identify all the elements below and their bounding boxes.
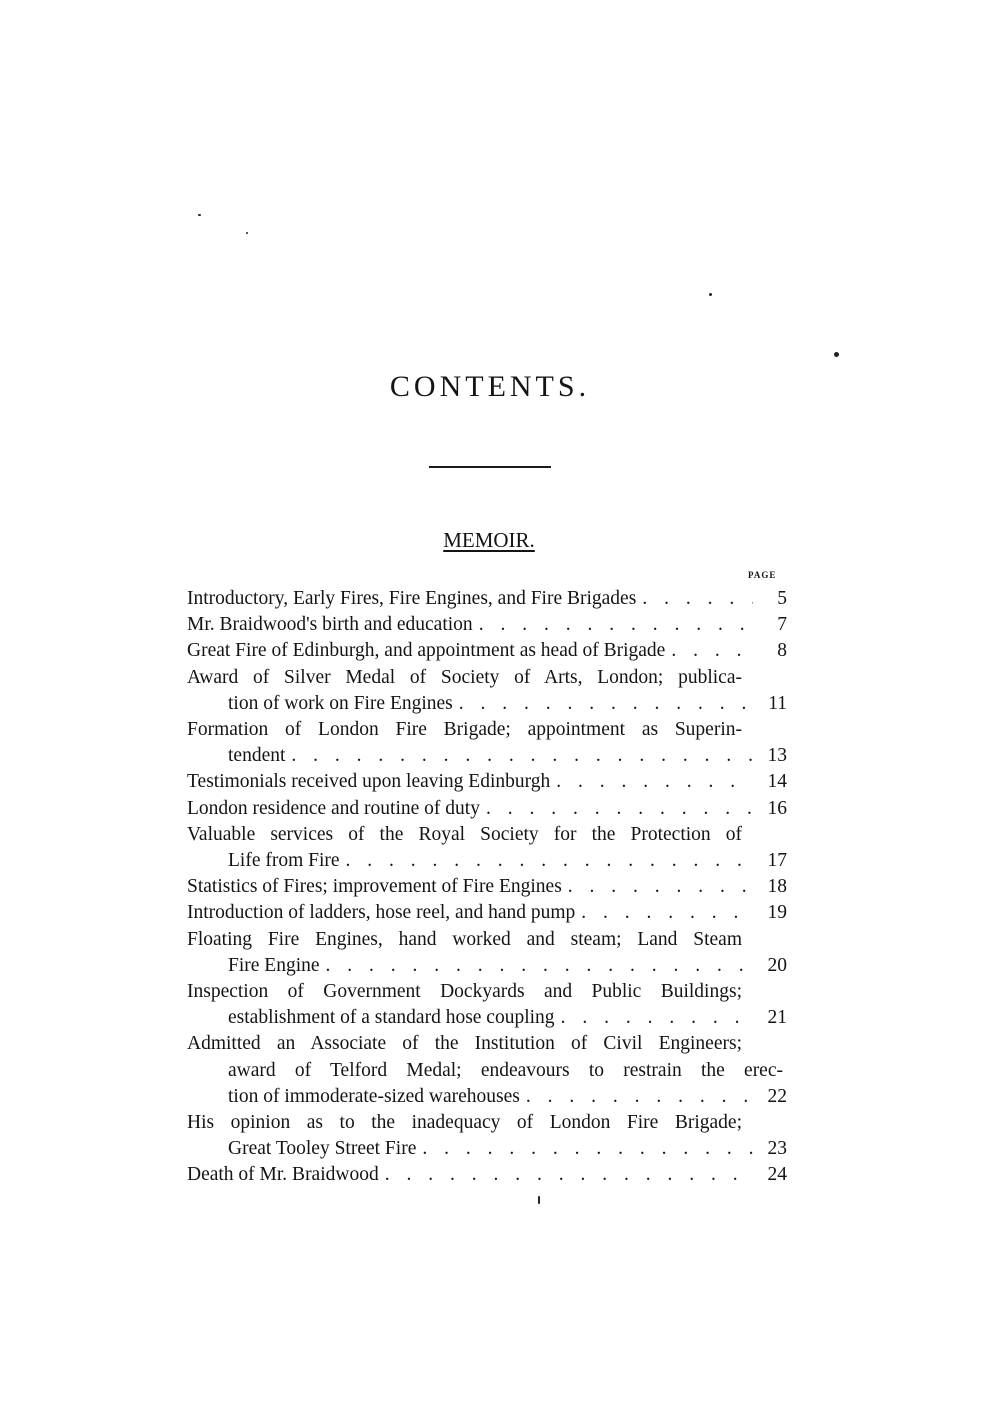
toc-entry-line: [187, 717, 787, 743]
toc-entry: [187, 1162, 787, 1188]
toc-entry: [187, 638, 787, 664]
toc-page-number: 5: [777, 588, 787, 609]
toc-entry-text: Admitted an Associate of the Institution of Civil Engineers;: [187, 1033, 742, 1055]
dot-leader: [486, 796, 753, 822]
title-rule: [429, 466, 551, 468]
toc-entry-text: Life from Fire: [228, 850, 340, 872]
toc-entry-line: [187, 900, 787, 926]
toc-entry-text: Testimonials received upon leaving Edinburgh: [187, 771, 551, 793]
toc-entry-text: tion of immoderate-sized warehouses: [228, 1085, 520, 1107]
toc-entry-text: Valuable services of the Royal Society for the Protection of: [187, 823, 742, 845]
toc-entry: [187, 900, 787, 926]
toc-entry-text: establishment of a standard hose coupling: [228, 1007, 555, 1029]
toc-entry: [187, 586, 787, 612]
toc-entry-text: Inspection of Government Dockyards and Public Buildings;: [187, 981, 742, 1003]
dot-leader: [556, 769, 753, 795]
toc-entry: [187, 1110, 787, 1162]
toc-page-number: 19: [767, 902, 787, 924]
page-column-label: PAGE: [748, 570, 777, 580]
toc-entry-text: Great Fire of Edinburgh, and appointment as head of Brigade: [187, 640, 666, 662]
toc-entry: [187, 1031, 787, 1110]
toc-entry-text: award of Telford Medal; endeavours to restrain the erec-: [228, 1059, 783, 1081]
toc-entry-line: [187, 1162, 787, 1188]
toc-page-number: 20: [767, 954, 787, 976]
dot-leader: [526, 1084, 753, 1110]
toc-entry-text: Introduction of ladders, hose reel, and hand pump: [187, 902, 576, 924]
page-title: CONTENTS.: [389, 370, 591, 403]
toc-entry-text: His opinion as to the inadequacy of London Fire Brigade;: [187, 1112, 742, 1134]
toc-entry-line: [187, 743, 787, 769]
toc-entry-text: Great Tooley Street Fire: [228, 1138, 417, 1160]
ink-speck: [538, 1196, 540, 1204]
toc-entry-text: Death of Mr. Braidwood: [187, 1164, 379, 1186]
toc-entry-line: [187, 769, 787, 795]
toc-page-number: 8: [777, 640, 787, 662]
dot-leader: [671, 638, 753, 664]
toc-page-number: 11: [768, 692, 787, 714]
toc-entry-line: [187, 1136, 787, 1162]
toc-entry-text: tendent: [228, 745, 286, 767]
toc-entry: [187, 979, 787, 1031]
dot-leader: [326, 953, 753, 979]
toc-entry: [187, 874, 787, 900]
dot-leader: [346, 848, 753, 874]
toc-entry-text: London residence and routine of duty: [187, 797, 480, 819]
ink-speck: [246, 232, 248, 234]
toc-entry: [187, 796, 787, 822]
toc-entry-line: [187, 1110, 787, 1136]
dot-leader: [291, 743, 753, 769]
toc-page-number: 7: [777, 614, 787, 636]
toc-entry-line: [187, 848, 787, 874]
ink-speck: [834, 352, 839, 357]
toc-entry-line: [187, 1084, 787, 1110]
toc-entry: [187, 665, 787, 717]
toc-page-number: 14: [767, 771, 787, 793]
section-heading: MEMOIR.: [443, 528, 535, 552]
toc-entry-line: [187, 822, 787, 848]
dot-leader: [581, 900, 753, 926]
toc-page-number: 16: [767, 797, 787, 819]
toc-entry-line: [187, 796, 787, 822]
toc-entry-text: tion of work on Fire Engines: [228, 692, 453, 714]
toc-entry-text: Introductory, Early Fires, Fire Engines, and Fire Brigades: [187, 588, 637, 609]
toc-entry-line: [187, 1031, 787, 1057]
dot-leader: [568, 874, 753, 900]
toc-page-number: 21: [767, 1007, 787, 1029]
toc-page-number: 24: [767, 1164, 787, 1186]
toc-entry-text: Statistics of Fires; improvement of Fire Engines: [187, 876, 562, 898]
toc-entry-text: Fire Engine: [228, 954, 320, 976]
toc-entry-line: [187, 874, 787, 900]
dot-leader: [642, 586, 753, 612]
dot-leader: [459, 691, 753, 717]
toc-page-number: 13: [767, 745, 787, 767]
dot-leader: [561, 1005, 753, 1031]
toc-entry: [187, 822, 787, 874]
table-of-contents: [187, 586, 787, 1189]
toc-entry-text: Floating Fire Engines, hand worked and steam; Land Steam: [187, 928, 742, 950]
toc-entry-line: [187, 665, 787, 691]
dot-leader: [422, 1136, 753, 1162]
dot-leader: [479, 612, 753, 638]
toc-entry: [187, 927, 787, 979]
toc-entry-line: [187, 638, 787, 664]
ink-speck: [198, 214, 201, 216]
toc-entry-line: [187, 953, 787, 979]
toc-page-number: 17: [767, 850, 787, 872]
toc-entry: [187, 717, 787, 769]
toc-entry-line: [187, 612, 787, 638]
toc-entry-line: [187, 586, 787, 612]
toc-page-number: 22: [767, 1085, 787, 1107]
toc-page-number: 18: [767, 876, 787, 898]
toc-entry-line: [187, 1058, 787, 1084]
toc-entry-text: Award of Silver Medal of Society of Arts, London; publica-: [187, 666, 742, 688]
toc-entry-line: [187, 1005, 787, 1031]
toc-page-number: 23: [767, 1138, 787, 1160]
toc-entry-text: Mr. Braidwood's birth and education: [187, 614, 473, 636]
toc-entry-line: [187, 979, 787, 1005]
toc-entry: [187, 769, 787, 795]
toc-entry-line: [187, 927, 787, 953]
toc-entry-text: Formation of London Fire Brigade; appointment as Superin-: [187, 719, 742, 741]
toc-entry-line: [187, 691, 787, 717]
dot-leader: [385, 1162, 753, 1188]
ink-speck: [709, 293, 712, 296]
toc-entry: [187, 612, 787, 638]
